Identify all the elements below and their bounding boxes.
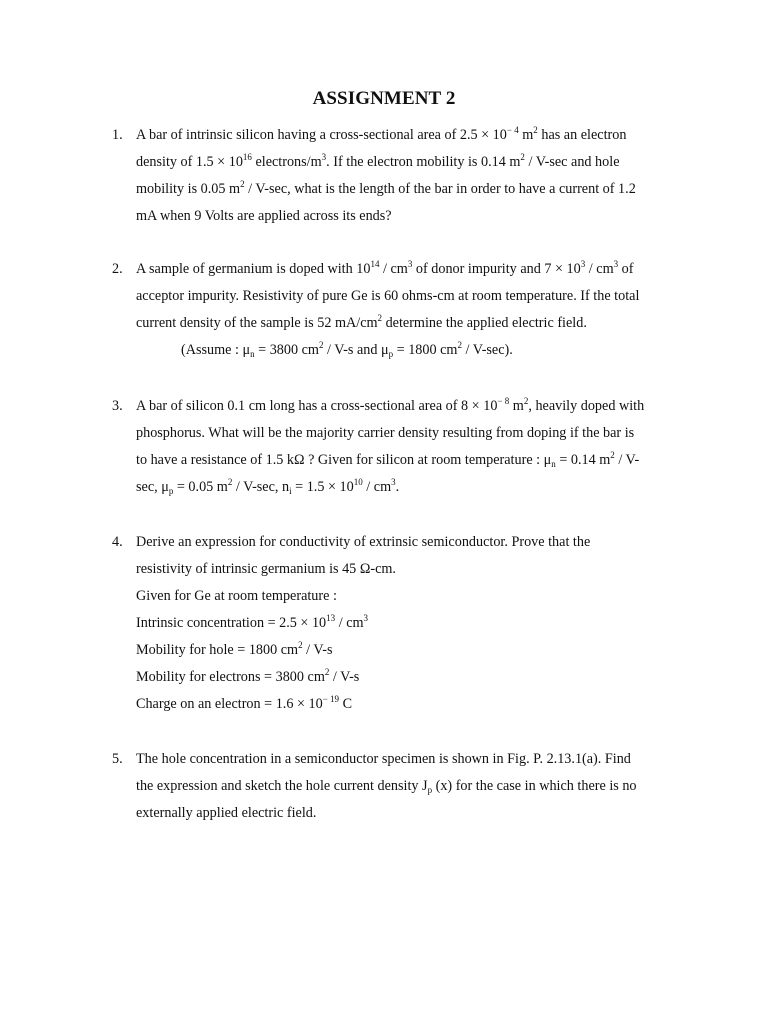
question-number: 4. <box>112 534 123 550</box>
page-title: ASSIGNMENT 2 <box>312 88 456 109</box>
question-line: mobility is 0.05 $m^2 / V-\sec$, what is the length of the bar in order to have a current of 1.2 <box>136 179 636 197</box>
question-line: A bar of intrinsic silicon having a cross-sectional area of $2.5 \times 10^{- 4}$ $m^2$ has an electron <box>136 125 627 143</box>
question-line: density of $1.5 \times 10^{16}$ electrons/$m^3$. If the electron mobility is 0.14 $m^2 / V-\sec$ and hole <box>136 152 620 170</box>
question-line: A sample of germanium is doped with $10^{14} / cm^3$ of donor impurity and $7 \times 10^3 / cm^3$ of <box>136 259 634 277</box>
question-line: phosphorus. What will be the majority carrier density resulting from doping if the bar is <box>136 425 635 441</box>
question-line: The hole concentration in a semiconductor specimen is shown in Fig. P. 2.13.1(a). Find <box>136 751 631 767</box>
question-line: sec, $\mu_p = 0.05$ $m^2 / V-\sec$, $n_i = 1.5 \times 10^{10} / cm^3$. <box>136 477 400 496</box>
question-line: Given for Ge at room temperature : <box>136 588 337 604</box>
question-line: current density of the sample is 52 $mA/cm^2$ determine the applied electric field. <box>136 313 587 331</box>
question-number: 2. <box>112 261 123 277</box>
question-number: 1. <box>112 127 123 143</box>
question-line: the expression and sketch the hole current density $J_p$ (x) for the case in which there is no <box>136 778 637 795</box>
question-note: (Assume : $\mu_n = 3800$ $cm^2 / V-s$ and $\mu_p = 1800$ $cm^2 / V-\sec$). <box>181 340 513 359</box>
question-line: Mobility for electrons = 3800 $cm^2 / V-s$ <box>136 667 360 685</box>
question-line: A bar of silicon 0.1 cm long has a cross-sectional area of $8 \times 10^{- 8}$ $m^2$, heavily doped with <box>136 396 645 414</box>
question-number: 3. <box>112 398 123 414</box>
question-line: Charge on an electron = $1.6 \times 10^{- 19}$ C <box>136 694 353 712</box>
question-line: mA when 9 Volts are applied across its ends? <box>136 208 392 224</box>
question-line: Intrinsic concentration = $2.5 \times 10^{13} / cm^3$ <box>136 613 369 631</box>
question-line: externally applied electric field. <box>136 805 317 821</box>
question-line: Derive an expression for conductivity of extrinsic semiconductor. Prove that the <box>136 534 591 550</box>
question-number: 5. <box>112 751 123 767</box>
question-line: acceptor impurity. Resistivity of pure Ge is 60 ohms-cm at room temperature. If the total <box>136 288 640 304</box>
question-line: Mobility for hole = 1800 $cm^2 / V-s$ <box>136 640 333 658</box>
question-line: resistivity of intrinsic germanium is 45 Ω-cm. <box>136 561 396 577</box>
question-line: to have a resistance of 1.5 kΩ ? Given for silicon at room temperature : $\mu_n = 0.14$ $m^2 / V-$ <box>136 450 640 469</box>
